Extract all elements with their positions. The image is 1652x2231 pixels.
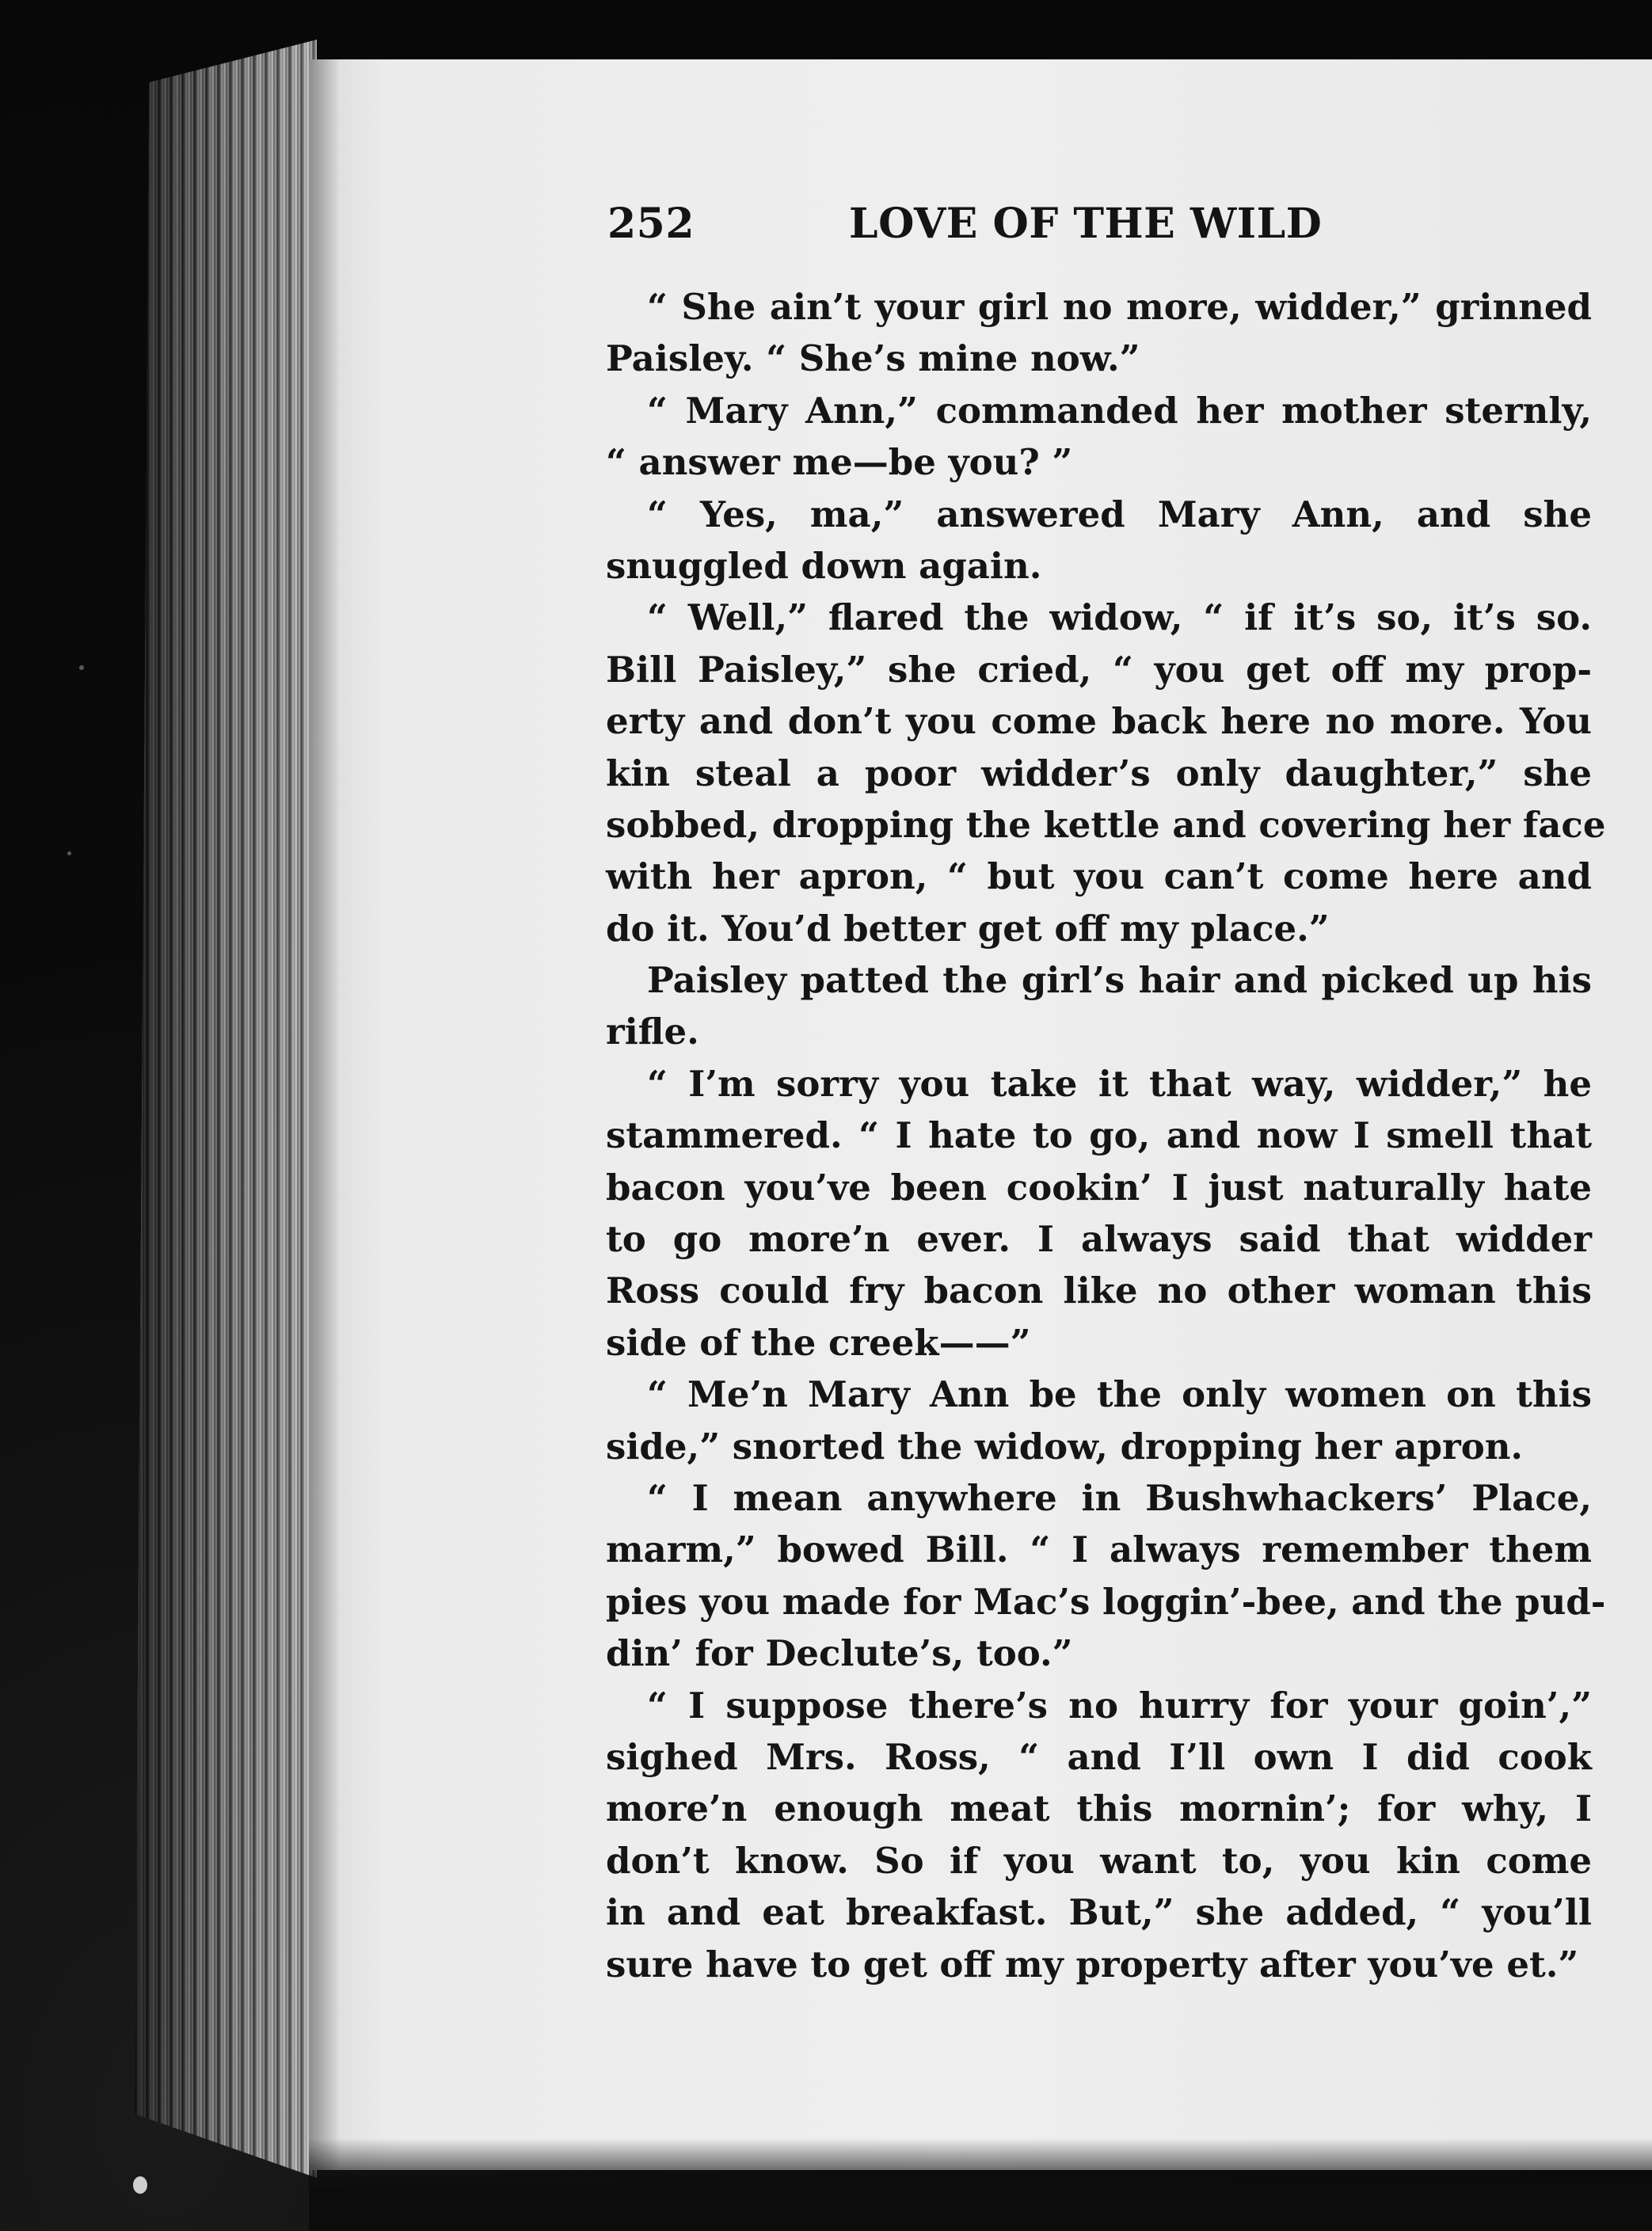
text-line: Paisley. “ She’s mine now.” <box>606 337 1140 380</box>
text-line: “ I mean anywhere in Bushwhackers’ Place, <box>647 1476 1592 1519</box>
dust-speck <box>79 665 84 670</box>
body-text <box>606 281 1606 1990</box>
text-line: sighed Mrs. Ross, “ and I’ll own I did cook <box>606 1735 1592 1778</box>
text-line: stammered. “ I hate to go, and now I smell that <box>606 1114 1592 1157</box>
page-bottom-shadow <box>309 2138 1652 2231</box>
text-line: Bill Paisley,” she cried, “ you get off my prop- <box>606 648 1592 691</box>
text-line: do it. You’d better get off my place.” <box>606 907 1330 950</box>
text-line: din’ for Declute’s, too.” <box>606 1632 1073 1675</box>
running-head <box>607 200 1597 263</box>
text-line: side,” snorted the widow, dropping her apron. <box>606 1425 1524 1468</box>
text-line: snuggled down again. <box>606 544 1042 587</box>
text-line: bacon you’ve been cookin’ I just naturally hate <box>606 1166 1592 1209</box>
text-line: sure have to get off my property after you’ve et.” <box>606 1943 1579 1985</box>
text-line: erty and don’t you come back here no more. You <box>606 700 1592 743</box>
text-line: sobbed, dropping the kettle and covering her face <box>606 803 1606 846</box>
text-line: kin steal a poor widder’s only daughter,” she <box>606 752 1592 794</box>
dust-speck <box>133 2176 147 2194</box>
running-title: LOVE OF THE WILD <box>849 200 1323 248</box>
text-line: side of the creek——” <box>606 1321 1031 1364</box>
page-edges-shading <box>135 40 317 2178</box>
text-line: “ Well,” flared the widow, “ if it’s so, it’s so. <box>647 596 1592 639</box>
text-line: “ Mary Ann,” commanded her mother sternly, <box>647 389 1592 432</box>
text-line: to go more’n ever. I always said that widder <box>606 1218 1592 1261</box>
text-line: “ I’m sorry you take it that way, widder,” he <box>647 1062 1592 1105</box>
text-line: “ answer me—be you? ” <box>606 441 1073 484</box>
text-line: “ She ain’t your girl no more, widder,” grinned <box>647 286 1592 328</box>
text-line: “ Yes, ma,” answered Mary Ann, and she <box>647 493 1592 535</box>
text-line: with her apron, “ but you can’t come here and <box>606 855 1592 898</box>
text-line: pies you made for Mac’s loggin’-bee, and the pud- <box>606 1580 1606 1623</box>
text-line: rifle. <box>606 1011 699 1053</box>
text-line: “ I suppose there’s no hurry for your goin’,” <box>647 1684 1592 1727</box>
dust-speck <box>67 851 71 855</box>
spine-shadow <box>309 59 341 2170</box>
page-number: 252 <box>607 200 695 248</box>
text-line: more’n enough meat this mornin’; for why, I <box>606 1787 1592 1830</box>
text-line: don’t know. So if you want to, you kin come <box>606 1839 1592 1882</box>
text-line: marm,” bowed Bill. “ I always remember them <box>606 1529 1592 1571</box>
text-line: in and eat breakfast. But,” she added, “ you’ll <box>606 1891 1592 1934</box>
text-line: Ross could fry bacon like no other woman this <box>606 1270 1592 1312</box>
text-line: “ Me’n Mary Ann be the only women on this <box>647 1373 1592 1416</box>
text-line: Paisley patted the girl’s hair and picked up his <box>647 959 1592 1002</box>
